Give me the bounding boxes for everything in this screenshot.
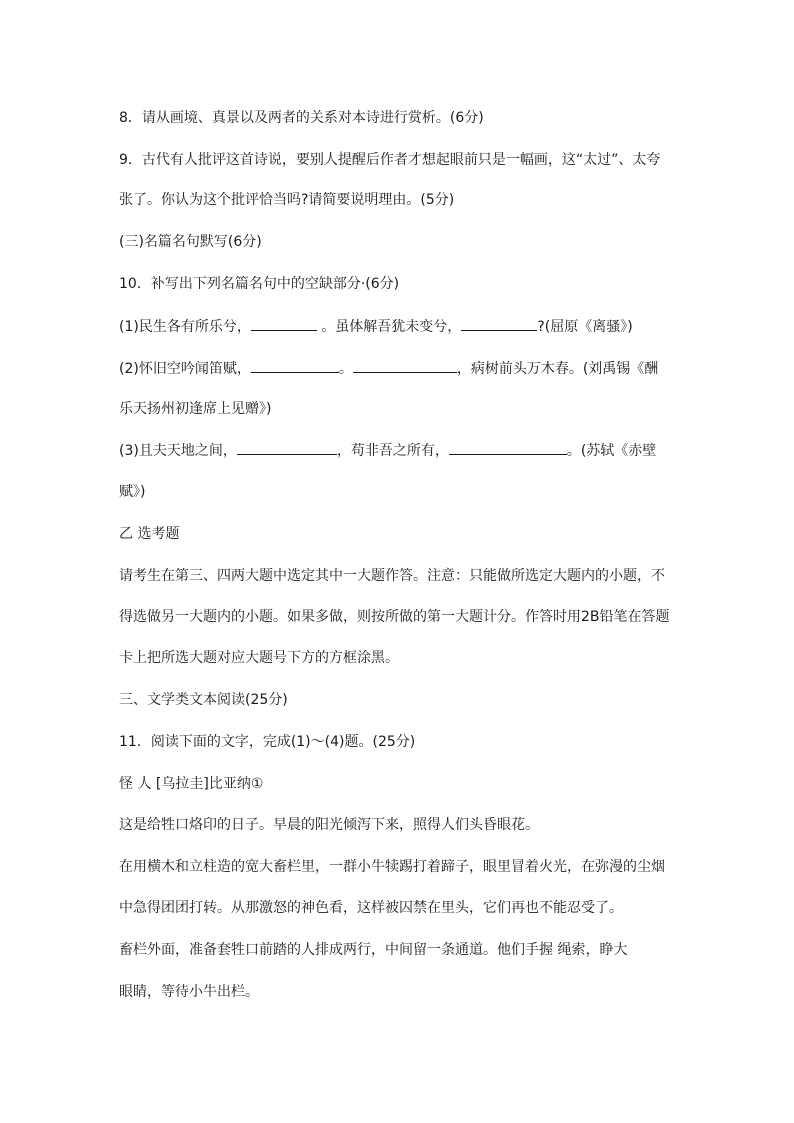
question-8: 8．请从画境、真景以及两者的关系对本诗进行赏析。(6分): [119, 110, 484, 126]
section-heading-recitation: (三)名篇名句默写(6分): [119, 234, 262, 250]
story-paragraph-1: 这是给牲口烙印的日子。早晨的阳光倾泻下来，照得人们头昏眼花。: [119, 817, 539, 833]
part-b-heading: 乙 选考题: [119, 526, 180, 542]
item-2-blank-a[interactable]: [251, 358, 339, 373]
section-heading-literary: 三、文学类文本阅读(25分): [119, 692, 288, 708]
item-2-text-c: ，病树前头万木春。(刘禹锡《酬: [456, 361, 659, 377]
question-9-line-2: 张了。你认为这个批评恰当吗?请简要说明理由。(5分): [119, 192, 455, 208]
item-1-blank-b[interactable]: [461, 316, 537, 331]
recitation-item-1: [119, 316, 684, 337]
item-1-blank-a[interactable]: [251, 316, 317, 331]
item-3-blank-b[interactable]: [449, 440, 567, 455]
question-11: 11．阅读下面的文字，完成(1)～(4)题。(25分): [119, 734, 416, 750]
question-9-line-1: 9．古代有人批评这首诗说，要别人提醒后作者才想起眼前只是一幅画，这“太过”、太夸: [119, 152, 661, 168]
story-paragraph-3-line-1: 畜栏外面，准备套牲口前踏的人排成两行，中间留一条通道。他们手握 绳索，睁大: [119, 942, 628, 958]
instructions-line-3: 卡上把所选大题对应大题号下方的方框涂黑。: [119, 650, 399, 666]
question-10: 10．补写出下列名篇名句中的空缺部分·(6分): [119, 276, 400, 292]
story-paragraph-3-line-2: 眼睛，等待小牛出栏。: [119, 984, 259, 1000]
item-2-text-a: (2)怀旧空吟闻笛赋，: [119, 361, 251, 377]
item-1-text-b: 。虽体解吾犹未变兮，: [316, 319, 462, 335]
recitation-item-2-line-2: 乐天扬州初逢席上见赠》): [119, 401, 272, 417]
item-1-text-c: ?(屈原《离骚》): [537, 319, 633, 335]
story-paragraph-2-line-1: 在用横木和立柱造的宽大畜栏里，一群小牛犊踢打着蹄子，眼里冒着火光，在弥漫的尘烟: [119, 859, 665, 875]
recitation-item-2: [119, 358, 684, 379]
item-3-text-a: (3)且夫天地之间，: [119, 443, 237, 459]
instructions-line-2: 得选做另一大题内的小题。如果多做，则按所做的第一大题计分。作答时用2B铅笔在答题: [119, 609, 670, 625]
item-3-text-b: ，苟非吾之所有，: [336, 443, 449, 459]
item-2-blank-b[interactable]: [353, 358, 457, 373]
recitation-item-3-line-2: 赋》): [119, 484, 146, 500]
instructions-line-1: 请考生在第三、四两大题中选定其中一大题作答。注意：只能做所选定大题内的小题，不: [119, 568, 665, 584]
item-3-text-c: 。(苏轼《赤壁: [566, 443, 657, 459]
recitation-item-3: [119, 440, 684, 461]
item-2-text-b: 。: [338, 361, 353, 377]
item-1-text-a: (1)民生各有所乐兮，: [119, 319, 251, 335]
story-paragraph-2-line-2: 中急得团团打转。从那激怒的神色看，这样被囚禁在里头，它们再也不能忍受了。: [119, 900, 623, 916]
story-title: 怪 人 [乌拉圭]比亚纳①: [119, 776, 264, 792]
item-3-blank-a[interactable]: [237, 440, 337, 455]
